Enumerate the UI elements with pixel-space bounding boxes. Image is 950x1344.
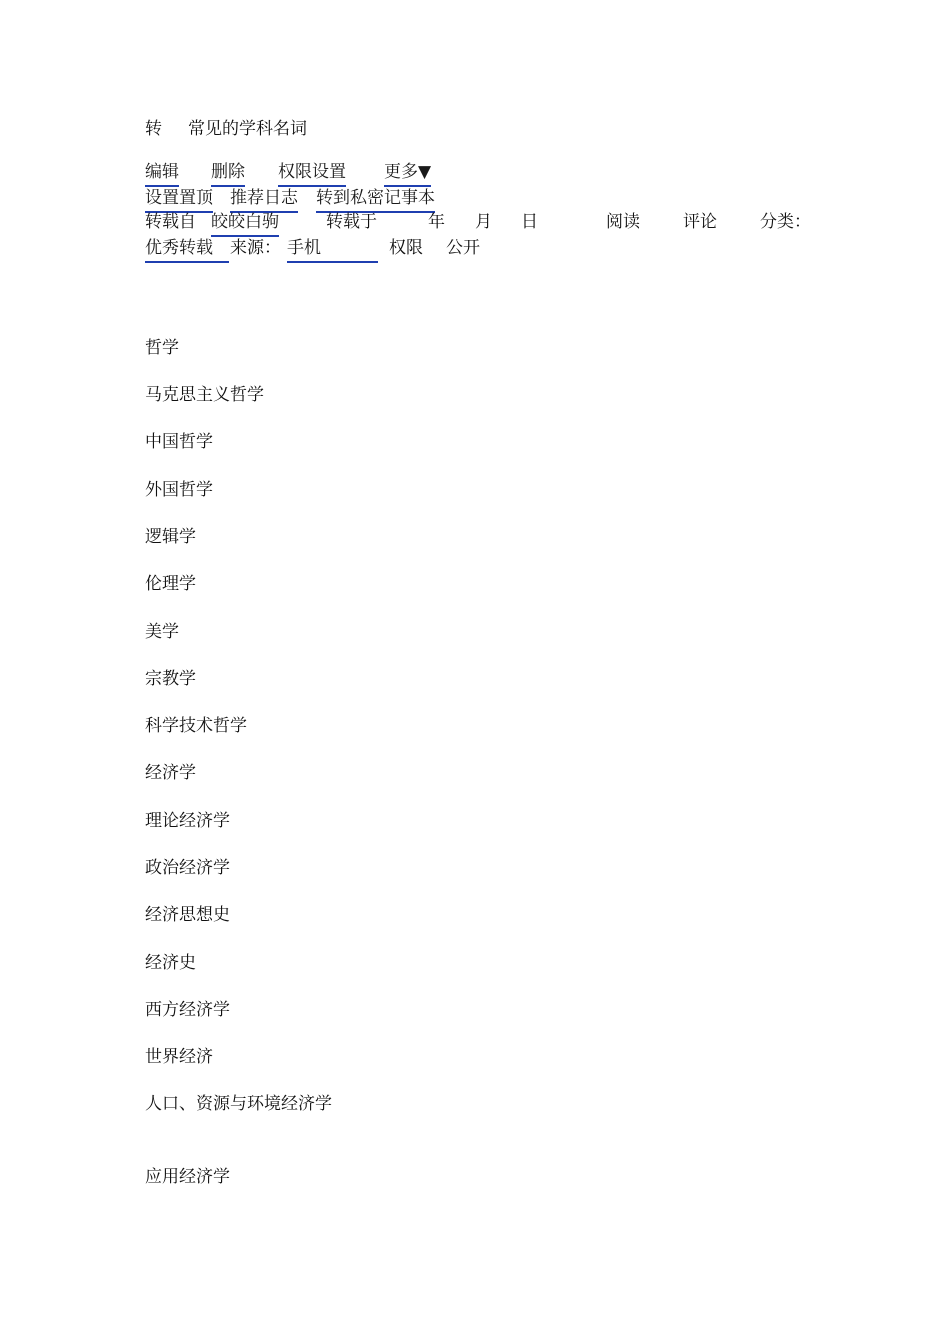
list-item: 逻辑学 xyxy=(145,527,196,547)
reposted-from-label: 转载自 xyxy=(145,212,196,232)
pin-link[interactable]: 设置置顶 xyxy=(145,186,213,213)
list-item: 理论经济学 xyxy=(145,811,230,831)
author-link[interactable]: 皎皎白驹 xyxy=(211,210,279,237)
day-label: 日 xyxy=(521,212,538,232)
article-title: 常见的学科名词 xyxy=(188,119,307,139)
source-link[interactable]: 手机 xyxy=(287,236,378,263)
year-label: 年 xyxy=(428,212,445,232)
permission-settings-link[interactable]: 权限设置 xyxy=(278,160,346,187)
read-count-label: 阅读 xyxy=(606,212,640,232)
list-item: 中国哲学 xyxy=(145,432,213,452)
list-item: 经济学 xyxy=(145,763,196,783)
category-link[interactable]: 优秀转载 xyxy=(145,236,229,263)
list-item: 人口、资源与环境经济学 xyxy=(145,1094,332,1114)
permission-label: 权限 xyxy=(389,238,423,258)
list-item: 宗教学 xyxy=(145,669,196,689)
reposted-at-label: 转载于 xyxy=(326,212,377,232)
month-label: 月 xyxy=(475,212,492,232)
list-item: 外国哲学 xyxy=(145,480,213,500)
list-item: 应用经济学 xyxy=(145,1167,230,1187)
category-label: 分类： xyxy=(760,212,811,232)
recommend-link[interactable]: 推荐日志 xyxy=(230,186,298,213)
list-item: 世界经济 xyxy=(145,1047,213,1067)
edit-link[interactable]: 编辑 xyxy=(145,160,179,187)
list-item: 经济思想史 xyxy=(145,905,230,925)
list-item: 哲学 xyxy=(145,338,179,358)
list-item: 马克思主义哲学 xyxy=(145,385,264,405)
list-item: 政治经济学 xyxy=(145,858,230,878)
private-notes-link[interactable]: 转到私密记事本 xyxy=(316,186,435,213)
list-item: 美学 xyxy=(145,622,179,642)
page-title xyxy=(145,114,307,139)
list-item: 经济史 xyxy=(145,953,196,973)
more-dropdown[interactable]: 更多▼ xyxy=(384,160,431,187)
list-item: 伦理学 xyxy=(145,574,196,594)
comment-count-label: 评论 xyxy=(683,212,717,232)
delete-link[interactable]: 删除 xyxy=(211,160,245,187)
list-item: 科学技术哲学 xyxy=(145,716,247,736)
source-label: 来源： xyxy=(230,238,281,258)
repost-marker: 转 xyxy=(145,119,162,139)
permission-value: 公开 xyxy=(446,238,480,258)
list-item: 西方经济学 xyxy=(145,1000,230,1020)
